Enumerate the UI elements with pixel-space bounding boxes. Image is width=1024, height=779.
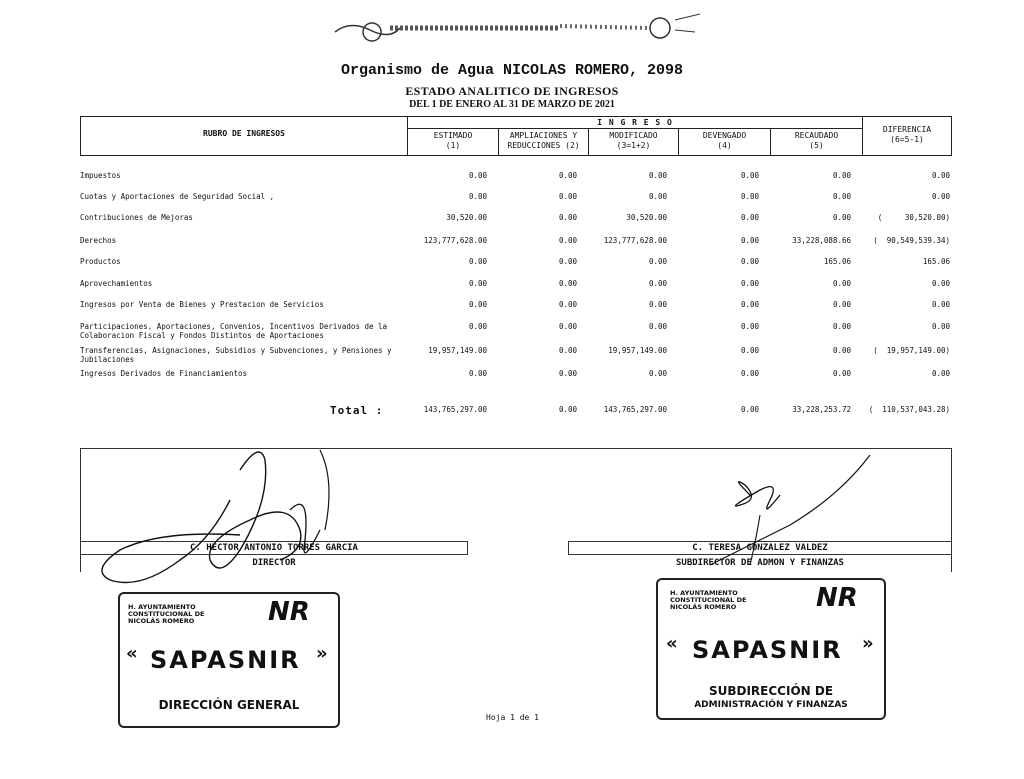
row-value: 0.00 <box>832 369 851 378</box>
row-value: 0.00 <box>558 236 577 245</box>
row-value: 0.00 <box>648 369 667 378</box>
row-value: 0.00 <box>648 257 667 266</box>
right-signer-role: SUBDIRECTOR DE ADMON Y FINANZAS <box>676 558 844 568</box>
row-value: 0.00 <box>468 257 487 266</box>
row-value: 0.00 <box>832 346 851 355</box>
row-value: 0.00 <box>931 192 950 201</box>
left-signature <box>90 440 350 610</box>
row-value: 0.00 <box>558 171 577 180</box>
row-value: 165.06 <box>922 257 950 266</box>
row-value: 0.00 <box>648 192 667 201</box>
row-value: 0.00 <box>740 257 759 266</box>
left-stamp-ornament-right: » <box>316 643 328 664</box>
row-value: 0.00 <box>468 300 487 309</box>
row-value: 0.00 <box>931 369 950 378</box>
col-header-devengado: DEVENGADO (4) <box>678 129 770 155</box>
row-value: 0.00 <box>468 322 487 331</box>
total-value: 143,765,297.00 <box>603 405 667 414</box>
row-label: Participaciones, Aportaciones, Convenios, Incentivos Derivados de la Colaboracion Fiscal y Fondos Distintos de Aportaciones <box>80 322 388 340</box>
col-header-modificado: MODIFICADO (3=1+2) <box>588 129 678 155</box>
row-value: 0.00 <box>558 369 577 378</box>
row-value: 0.00 <box>931 322 950 331</box>
total-value: 143,765,297.00 <box>423 405 487 414</box>
row-value: 0.00 <box>832 322 851 331</box>
row-value: 0.00 <box>832 171 851 180</box>
row-value: 0.00 <box>931 171 950 180</box>
row-value: 0.00 <box>740 192 759 201</box>
row-value: 30,520.00 <box>446 213 487 222</box>
row-value: 0.00 <box>468 171 487 180</box>
right-stamp-footer-2: ADMINISTRACIÓN Y FINANZAS <box>694 700 848 710</box>
row-value: 0.00 <box>832 279 851 288</box>
row-label: Contribuciones de Mejoras <box>80 213 193 222</box>
row-value: 0.00 <box>740 236 759 245</box>
row-value: 0.00 <box>648 171 667 180</box>
row-value: 0.00 <box>468 279 487 288</box>
row-label: Impuestos <box>80 171 121 180</box>
document-title: Organismo de Agua NICOLAS ROMERO, 2098 <box>340 62 684 79</box>
document-subtitle: ESTADO ANALITICO DE INGRESOS <box>405 84 619 98</box>
row-value: 0.00 <box>740 300 759 309</box>
total-label: Total : <box>330 404 384 417</box>
row-value: 123,777,628.00 <box>423 236 487 245</box>
row-value: 0.00 <box>468 192 487 201</box>
rubro-header: RUBRO DE INGRESOS <box>81 117 408 155</box>
row-value: 0.00 <box>558 279 577 288</box>
row-label: Derechos <box>80 236 117 245</box>
row-value: 0.00 <box>740 322 759 331</box>
row-value: 165.06 <box>823 257 851 266</box>
row-value: 0.00 <box>558 300 577 309</box>
row-label: Productos <box>80 257 121 266</box>
row-value: 0.00 <box>558 257 577 266</box>
row-value: 0.00 <box>468 369 487 378</box>
row-value: 0.00 <box>832 300 851 309</box>
row-label: Aprovechamientos <box>80 279 153 288</box>
total-value: 0.00 <box>740 405 759 414</box>
row-value: 0.00 <box>558 346 577 355</box>
document-period: DEL 1 DE ENERO AL 31 DE MARZO DE 2021 <box>409 99 615 110</box>
row-value: 0.00 <box>648 300 667 309</box>
right-stamp-ornament-right: » <box>862 633 874 654</box>
row-value: ( 90,549,539.34) <box>873 236 950 245</box>
row-label: Ingresos Derivados de Financiamientos <box>80 369 248 378</box>
row-value: 0.00 <box>740 213 759 222</box>
row-value: ( 30,520.00) <box>877 213 950 222</box>
total-value: ( 110,537,043.28) <box>868 405 950 414</box>
col-header-ampliaciones: AMPLIACIONES Y REDUCCIONES (2) <box>498 129 588 155</box>
ingreso-group-header: I N G R E S O <box>408 117 862 129</box>
row-label: Transferencias, Asignaciones, Subsidios y Subvenciones, y Pensiones y Jubilaciones <box>80 346 392 364</box>
row-value: 0.00 <box>648 322 667 331</box>
row-label: Ingresos por Venta de Bienes y Prestacion de Servicios <box>80 300 324 309</box>
row-value: 0.00 <box>832 213 851 222</box>
col-header-diferencia: DIFERENCIA (6=5-1) <box>862 117 951 155</box>
right-stamp-name: SAPASNIR <box>692 636 843 664</box>
right-signature <box>690 455 890 575</box>
row-value: 0.00 <box>931 279 950 288</box>
right-stamp-footer-1: SUBDIRECCIÓN DE <box>708 684 834 698</box>
row-value: 33,228,088.66 <box>792 236 851 245</box>
col-header-estimado: ESTIMADO (1) <box>433 131 473 150</box>
total-value: 0.00 <box>558 405 577 414</box>
row-value: 0.00 <box>558 213 577 222</box>
row-value: 0.00 <box>558 192 577 201</box>
row-value: 0.00 <box>740 346 759 355</box>
col-header-recaudado: RECAUDADO (5) <box>770 129 862 155</box>
left-stamp-name: SAPASNIR <box>150 646 301 674</box>
left-stamp: H. AYUNTAMIENTO CONSTITUCIONAL DE NICOLÁS ROMERO NR SAPASNIR « » DIRECCIÓN GENERAL <box>118 592 340 728</box>
row-value: 123,777,628.00 <box>603 236 667 245</box>
right-stamp-ornament: « <box>666 633 678 654</box>
left-stamp-logo: NR <box>268 597 310 627</box>
row-value: 0.00 <box>740 369 759 378</box>
right-signer-name: C. TERESA GONZALEZ VALDEZ <box>568 541 952 555</box>
row-value: 0.00 <box>832 192 851 201</box>
row-value: 0.00 <box>931 300 950 309</box>
header-scribble <box>330 10 710 48</box>
row-value: 0.00 <box>648 279 667 288</box>
row-value: 0.00 <box>740 171 759 180</box>
row-value: 0.00 <box>558 322 577 331</box>
left-stamp-footer: DIRECCIÓN GENERAL <box>158 698 300 712</box>
left-signer-name: C. HECTOR ANTONIO TORRES GARCIA <box>80 541 468 555</box>
row-value: 30,520.00 <box>626 213 667 222</box>
row-value: 0.00 <box>740 279 759 288</box>
row-value: 19,957,149.00 <box>608 346 667 355</box>
left-signer-role: DIRECTOR <box>252 558 296 568</box>
right-stamp: H. AYUNTAMIENTO CONSTITUCIONAL DE NICOLÁS ROMERO NR SAPASNIR « » SUBDIRECCIÓN DE ADMINISTRACIÓN Y FINANZAS <box>656 578 886 720</box>
left-stamp-ornament: « <box>126 643 138 664</box>
row-value: 19,957,149.00 <box>428 346 487 355</box>
right-stamp-logo: NR <box>816 583 858 613</box>
table-header <box>80 116 952 156</box>
row-label: Cuotas y Aportaciones de Seguridad Social , <box>80 192 275 201</box>
page-number: Hoja 1 de 1 <box>486 713 539 722</box>
total-value: 33,228,253.72 <box>792 405 851 414</box>
row-value: ( 19,957,149.00) <box>873 346 950 355</box>
